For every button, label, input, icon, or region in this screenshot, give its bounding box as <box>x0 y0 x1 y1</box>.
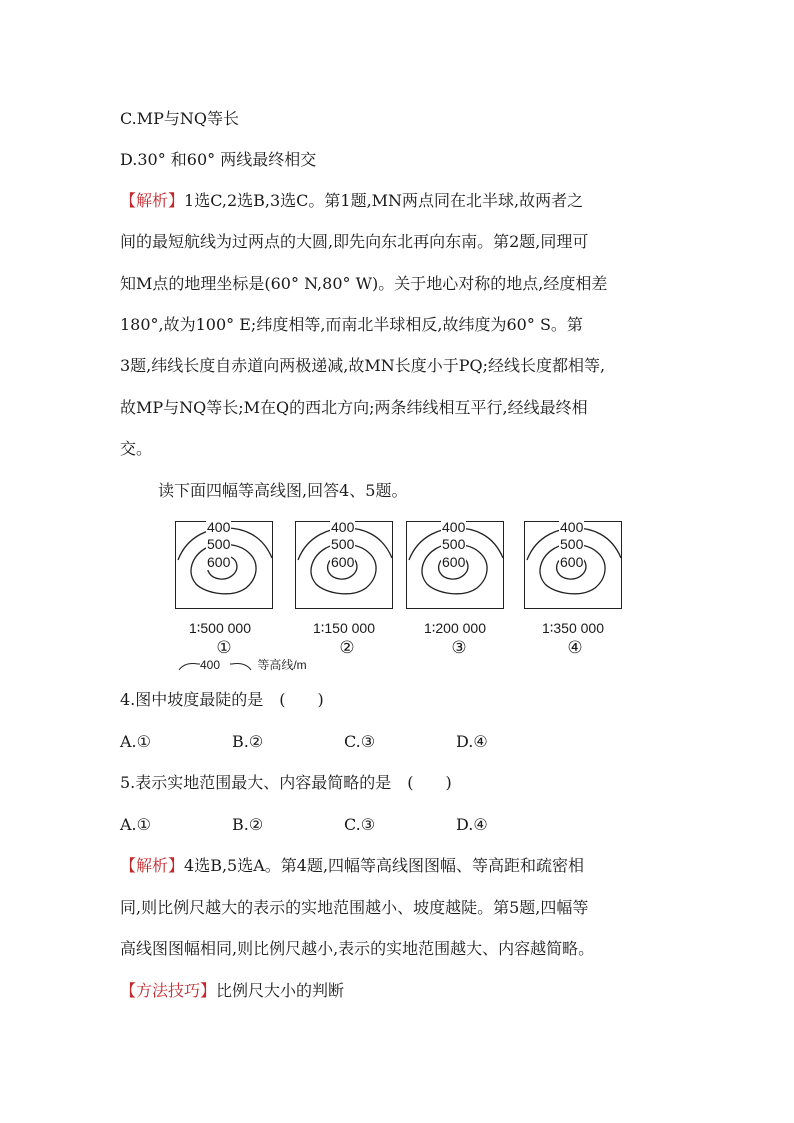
question-4: 4.图中坡度最陡的是 ( ) <box>120 690 324 709</box>
contour-label-500: 500 <box>560 536 584 552</box>
contour-label-500: 500 <box>207 536 231 552</box>
contour-legend <box>178 658 307 673</box>
q4-option-a: A.① <box>120 732 151 751</box>
contour-map-1 <box>175 521 273 609</box>
analysis-1-line-7: 交。 <box>120 439 153 458</box>
method-text: 比例尺大小的判断 <box>216 981 345 1000</box>
option-c-prev: C.MP与NQ等长 <box>120 109 240 128</box>
q4-option-b: B.② <box>232 732 264 751</box>
map-number-2: ② <box>339 638 355 658</box>
analysis-1-line-4: 180°,故为100° E;纬度相等,而南北半球相反,故纬度为60° S。第 <box>120 315 583 334</box>
q5-option-b: B.② <box>232 815 264 834</box>
contour-map-2 <box>295 521 393 609</box>
contour-label-600: 600 <box>207 554 231 570</box>
contour-label-400: 400 <box>560 519 584 535</box>
analysis-1-line-6: 故MP与NQ等长;M在Q的西北方向;两条纬线相互平行,经线最终相 <box>120 398 588 417</box>
map-number-4: ④ <box>567 638 583 658</box>
analysis-2-line-1: 【解析】4选B,5选A。第4题,四幅等高线图图幅、等高距和疏密相 <box>120 856 585 875</box>
analysis-2-line-3: 高线图图幅相同,则比例尺越小,表示的实地范围越大、内容越简略。 <box>120 939 595 958</box>
q5-option-c: C.③ <box>344 815 376 834</box>
contour-map-3 <box>406 521 504 609</box>
figure-intro: 读下面四幅等高线图,回答4、5题。 <box>158 481 408 500</box>
analysis-1-line-2: 间的最短航线为过两点的大圆,即先向东北再向东南。第2题,同理可 <box>120 232 589 251</box>
contour-map-4 <box>524 521 622 609</box>
contour-label-500: 500 <box>331 536 355 552</box>
contour-label-600: 600 <box>442 554 466 570</box>
analysis-1-line-3: 知M点的地理坐标是(60° N,80° W)。关于地心对称的地点,经度相差 <box>120 274 608 293</box>
contour-label-400: 400 <box>442 519 466 535</box>
contour-label-600: 600 <box>560 554 584 570</box>
legend-value: 400 <box>200 658 221 672</box>
q4-option-c: C.③ <box>344 732 376 751</box>
q4-option-d: D.④ <box>456 732 488 751</box>
question-5: 5.表示实地范围最大、内容最简略的是 ( ) <box>120 773 452 792</box>
contour-label-500: 500 <box>442 536 466 552</box>
scale-label-4: 1∶350 000 <box>541 620 605 636</box>
scale-label-3: 1∶200 000 <box>423 620 487 636</box>
analysis-2-line-2: 同,则比例尺越大的表示的实地范围越小、坡度越陡。第5题,四幅等 <box>120 898 589 917</box>
analysis-tag: 【解析】 <box>120 856 185 875</box>
q5-option-a: A.① <box>120 815 151 834</box>
scale-label-1: 1∶500 000 <box>188 620 252 636</box>
method-tip <box>120 981 344 1001</box>
scale-label-2: 1∶150 000 <box>312 620 376 636</box>
contour-label-600: 600 <box>331 554 355 570</box>
method-tag: 【方法技巧】 <box>120 981 217 1000</box>
q5-option-d: D.④ <box>456 815 488 834</box>
analysis-tag: 【解析】 <box>120 191 185 210</box>
analysis-1-line-5: 3题,纬线长度自赤道向两极递减,故MN长度小于PQ;经线长度都相等, <box>120 356 606 375</box>
analysis-1-line-1: 【解析】1选C,2选B,3选C。第1题,MN两点同在北半球,故两者之 <box>120 191 584 210</box>
map-number-3: ③ <box>451 638 467 658</box>
contour-label-400: 400 <box>207 519 231 535</box>
option-d-prev: D.30° 和60° 两线最终相交 <box>120 150 317 169</box>
map-number-1: ① <box>216 638 232 658</box>
legend-label: 等高线/m <box>257 658 307 672</box>
contour-label-400: 400 <box>331 519 355 535</box>
